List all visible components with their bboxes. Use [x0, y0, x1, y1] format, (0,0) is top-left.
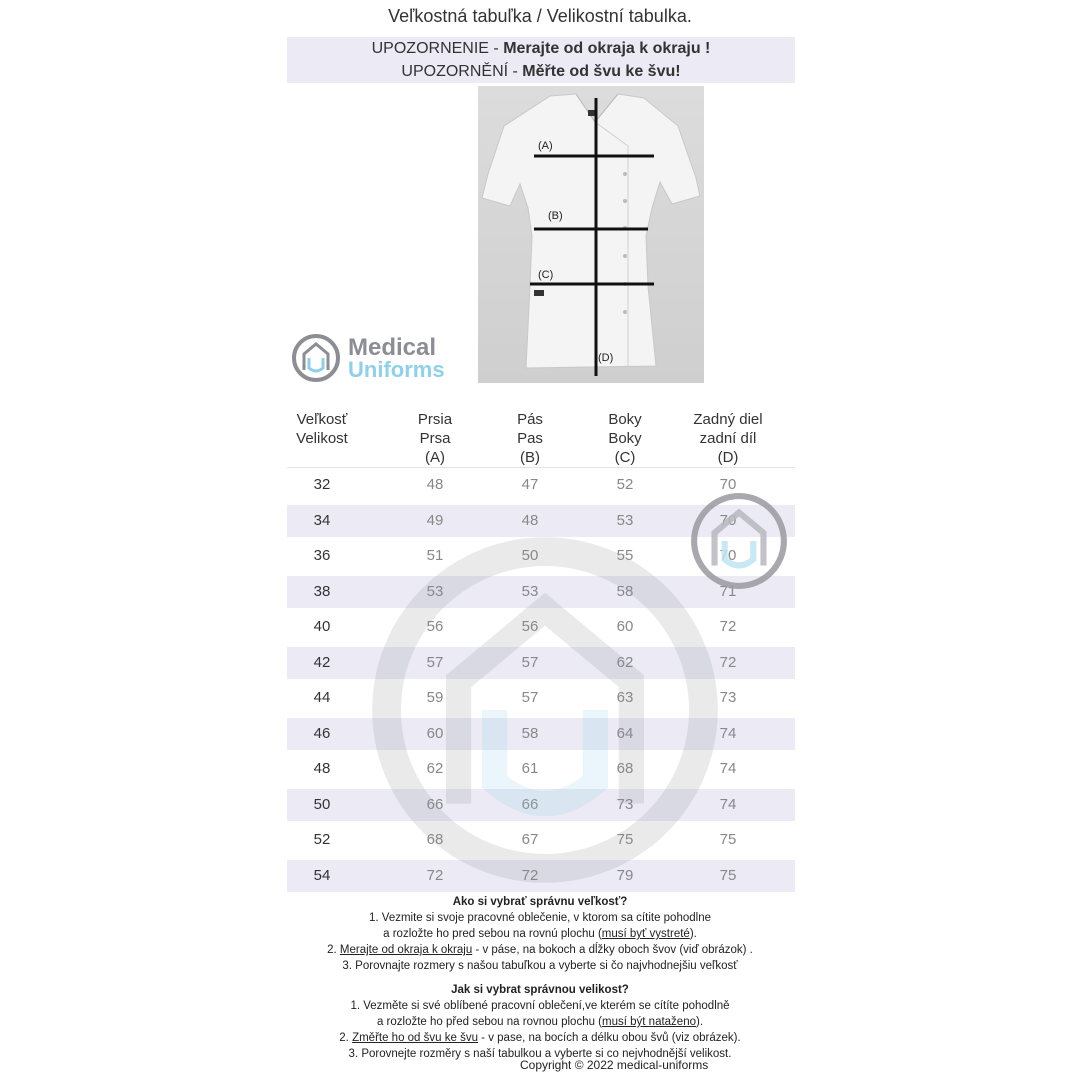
- measure-cell: 48: [521, 511, 539, 529]
- guide-cz: [200, 982, 880, 1062]
- size-cell: 42: [313, 653, 331, 671]
- size-cell: 50: [313, 795, 331, 813]
- measure-cell: 61: [521, 760, 539, 777]
- guide-cz-l2b: ).: [696, 1016, 704, 1028]
- guide-cz-l2a: a rozložte ho před sebou na rovnou plochu (: [376, 1016, 603, 1028]
- measure-cell: 74: [719, 760, 737, 777]
- measure-cell: 64: [616, 724, 634, 742]
- guide-cz-step1: 1. Vezměte si své oblíbené pracovní oblečení,ve kterém se cítíte pohodlně: [350, 1000, 730, 1012]
- warning-cz-label: UPOZORNĚNÍ: [401, 63, 509, 80]
- measure-cell: 50: [521, 547, 539, 564]
- warning-sk-sep: -: [488, 40, 504, 57]
- guide-sk-step3: 3. Porovnajte rozmery s našou tabuľkou a vyberte si čo najvhodnejšiu veľkosť: [342, 960, 738, 972]
- measure-cell: 75: [719, 866, 737, 884]
- measure-cell: 58: [616, 582, 634, 600]
- size-cell: 38: [313, 582, 331, 600]
- col-header-waist: [495, 410, 565, 467]
- guide-cz-step3: 3. Porovnejte rozměry s naší tabulkou a vyberte si co nejvhodnější velikost.: [348, 1048, 732, 1060]
- measure-cell: 67: [521, 831, 539, 848]
- measure-cell: 73: [719, 689, 737, 706]
- measure-cell: 63: [616, 689, 634, 706]
- guide-cz-heading: Jak si vybrat správnou velikost?: [451, 984, 629, 996]
- measure-cell: 71: [719, 582, 737, 600]
- measure-cell: 59: [426, 689, 444, 706]
- size-cell: 32: [313, 476, 331, 493]
- guide-sk-step1-cont: [200, 926, 880, 942]
- size-cell: 34: [313, 511, 331, 529]
- label-b: (B): [548, 210, 563, 222]
- guide-cz-l3b: - v pase, na bocích a délku obou švů (viz obrázek).: [477, 1032, 741, 1044]
- col-header-hips-line3: (C): [614, 449, 636, 466]
- copyright: Copyright © 2022 medical-uniforms: [520, 1058, 709, 1072]
- size-cell: 48: [313, 760, 331, 777]
- guide-sk: [200, 894, 880, 974]
- watermark-small-logo-icon: [688, 490, 790, 592]
- measure-cell: 74: [719, 795, 737, 813]
- measure-cell: 75: [719, 831, 737, 848]
- col-header-hips-line2: Boky: [608, 430, 642, 447]
- measure-cell: 57: [521, 653, 539, 671]
- label-d: (D): [598, 352, 614, 364]
- guide-cz-l3u: Změřte ho od švu ke švu: [352, 1032, 478, 1044]
- garment-photo: [478, 86, 704, 383]
- warning-cz-text: Měřte od švu ke švu!: [522, 63, 681, 80]
- measure-cell: 70: [719, 547, 737, 564]
- col-header-back-line3: (D): [717, 449, 739, 466]
- guide-cz-l3a: 2.: [339, 1032, 353, 1044]
- guide-sk-heading: Ako si vybrať správnu veľkosť?: [452, 896, 628, 908]
- measure-cell: 72: [521, 866, 539, 884]
- watermark-logo-icon: [365, 530, 725, 890]
- size-cell: 36: [313, 547, 331, 564]
- measure-cell: 68: [426, 831, 444, 848]
- measure-cell: 66: [426, 795, 444, 813]
- size-cell: 46: [313, 724, 331, 742]
- measure-cell: 75: [616, 831, 634, 848]
- measure-cell: 79: [616, 866, 634, 884]
- measure-cell: 73: [616, 795, 634, 813]
- warning-sk-text: Merajte od okraja k okraju !: [503, 40, 711, 57]
- col-header-size-line2: Velikost: [296, 430, 348, 447]
- measure-cell: 72: [426, 866, 444, 884]
- size-cell: 40: [313, 618, 331, 635]
- label-c: (C): [538, 269, 554, 281]
- measure-cell: 48: [426, 476, 444, 493]
- size-cell: 54: [313, 866, 331, 884]
- mu-house-logo-icon: [290, 332, 342, 384]
- measure-cell: 72: [719, 618, 737, 635]
- header-divider: [287, 467, 795, 468]
- measure-cell: 47: [521, 476, 539, 493]
- logo-text-uniforms: Uniforms: [348, 357, 445, 382]
- guide-sk-l3b: - v páse, na bokoch a dĺžky oboch švov (viď obrázok) .: [472, 944, 753, 956]
- warning-sk: [287, 37, 795, 60]
- measure-cell: 74: [719, 724, 737, 742]
- guide-cz-step2: [200, 1030, 880, 1046]
- measure-cell: 51: [426, 547, 444, 564]
- measure-cell: 66: [521, 795, 539, 813]
- measure-cell: 56: [521, 618, 539, 635]
- measure-cell: 55: [616, 547, 634, 564]
- guide-sk-l3u: Merajte od okraja k okraju: [339, 944, 473, 956]
- guide-sk-l2b: ).: [689, 928, 697, 940]
- measure-cell: 70: [719, 476, 737, 493]
- measure-cell: 72: [719, 653, 737, 671]
- measure-cell: 53: [616, 511, 634, 529]
- size-cell: 44: [313, 689, 331, 706]
- guide-sk-step2: [200, 942, 880, 958]
- col-header-size-line1: Veľkosť: [296, 411, 348, 428]
- col-header-back: [680, 410, 776, 467]
- measure-cell: 49: [426, 511, 444, 529]
- logo-text-medical: Medical: [348, 334, 437, 361]
- measure-cell: 60: [426, 724, 444, 742]
- col-header-chest: [400, 410, 470, 467]
- col-header-chest-line1: Prsia: [417, 411, 453, 428]
- col-header-back-line2: zadní díl: [699, 430, 757, 447]
- guide-cz-step1-cont: [200, 1014, 880, 1030]
- guide-sk-l3a: 2.: [327, 944, 340, 956]
- col-header-chest-line2: Prsa: [419, 430, 451, 447]
- col-header-waist-line3: (B): [520, 449, 540, 466]
- measure-cell: 53: [521, 582, 539, 600]
- warning-cz-sep: -: [508, 63, 523, 80]
- warning-cz: [287, 60, 795, 83]
- measure-cell: 56: [426, 618, 444, 635]
- col-header-hips: [590, 410, 660, 467]
- guide-sk-l2a: a rozložte ho pred sebou na rovnú plochu (: [383, 928, 602, 940]
- warning-sk-label: UPOZORNENIE: [371, 40, 489, 57]
- label-a: (A): [538, 140, 553, 152]
- measure-cell: 60: [616, 618, 634, 635]
- guide-sk-step1: 1. Vezmite si svoje pracovné oblečenie, v ktorom sa cítite pohodlne: [369, 912, 711, 924]
- guide-cz-l2u: musí být nataženo: [602, 1016, 696, 1028]
- measure-cell: 57: [521, 689, 539, 706]
- measure-cell: 68: [616, 760, 634, 777]
- measure-cell: 62: [426, 760, 444, 777]
- measure-cell: 52: [616, 476, 634, 493]
- brand-logo: [290, 332, 480, 384]
- col-header-size: [287, 410, 357, 448]
- measure-cell: 57: [426, 653, 444, 671]
- measure-cell: 62: [616, 653, 634, 671]
- measure-cell: 53: [426, 582, 444, 600]
- measure-cell: 70: [719, 511, 737, 529]
- col-header-waist-line1: Pás: [517, 411, 543, 428]
- guide-sk-l2u: musí byť vystreté: [601, 928, 690, 940]
- col-header-hips-line1: Boky: [608, 411, 642, 428]
- col-header-waist-line2: Pas: [517, 430, 543, 447]
- col-header-chest-line3: (A): [425, 449, 445, 466]
- measure-cell: 58: [521, 724, 539, 742]
- size-cell: 52: [313, 831, 331, 848]
- page-title: Veľkostná tabuľka / Velikostní tabulka.: [388, 6, 692, 26]
- col-header-back-line1: Zadný diel: [693, 411, 763, 428]
